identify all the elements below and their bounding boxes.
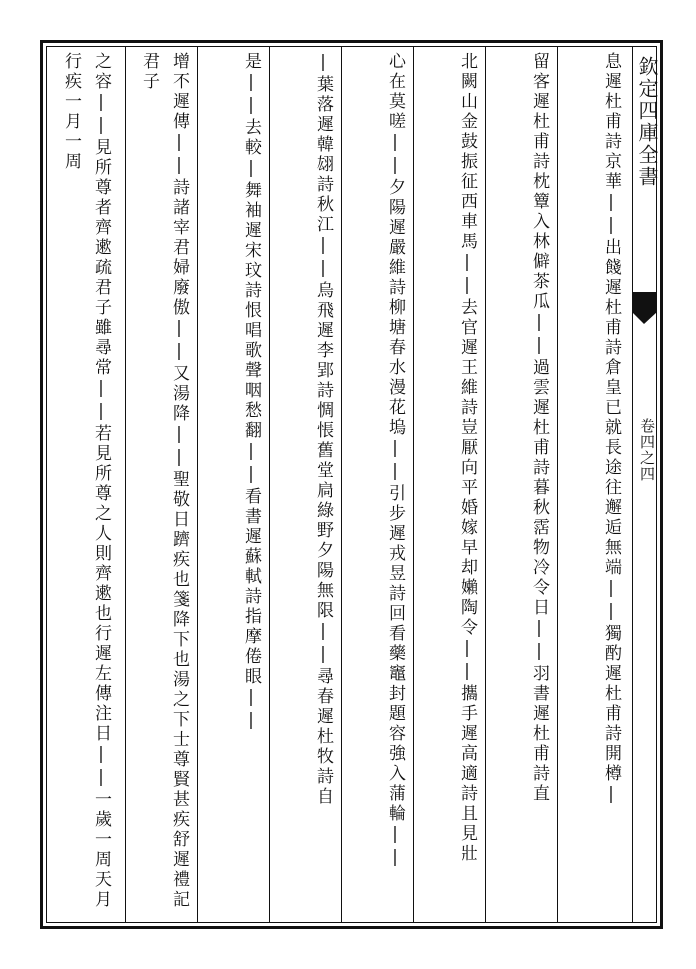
column-divider (125, 46, 126, 923)
text-column-5: |葉落遲韓翃詩秋江||烏飛遲李郢詩惆悵舊堂扃綠野夕陽無限||尋春遲杜牧詩自 (313, 52, 333, 807)
text-column-8: 之容||見所尊者齊遬疏君子雖尋常||若見所尊之人則齊遬也行遲左傳注日||一歲一周天月行疾一月一周 (61, 52, 111, 910)
text-column-7: 增不遲傳||詩諸宰君婦廢傲||又湯降||聖敬日躋疾也箋降下也湯之下士尊賢甚疾舒遲禮記君子 (139, 52, 189, 910)
fishtail-mark (632, 292, 657, 312)
column-divider (197, 46, 198, 923)
column-divider (341, 46, 342, 923)
column-divider (485, 46, 486, 923)
spine-volume-number: 卷四之四 (638, 418, 656, 482)
text-column-1: 息遲杜甫詩京華||出餞遲杜甫詩倉皇已就長途往邂逅無端||獨酌遲杜甫詩開樽| (601, 52, 621, 807)
column-divider (269, 46, 270, 923)
column-divider (557, 46, 558, 923)
text-column-4: 心在莫嗟||夕陽遲嚴維詩柳塘春水漫花塢||引步遲戎昱詩回看藥竈封題容強入蒲輪|| (385, 52, 405, 870)
text-column-6: 是||去較|舞袖遲宋玟詩恨唱歌聲咽愁翻||看書遲蘇軾詩指摩倦眼|| (241, 52, 261, 733)
column-divider (413, 46, 414, 923)
text-column-2: 留客遲杜甫詩枕簟入林僻茶瓜||過雲遲杜甫詩暮秋霑物冷令日||羽書遲杜甫詩直 (529, 52, 549, 804)
spine-book-title: 欽定四庫全書 (635, 56, 659, 188)
text-column-3: 北闕山金鼓振征西車馬||去官遲王維詩豈厭向平婚嫁早却嬾陶令||攜手遲高適詩且見壯 (457, 52, 477, 864)
